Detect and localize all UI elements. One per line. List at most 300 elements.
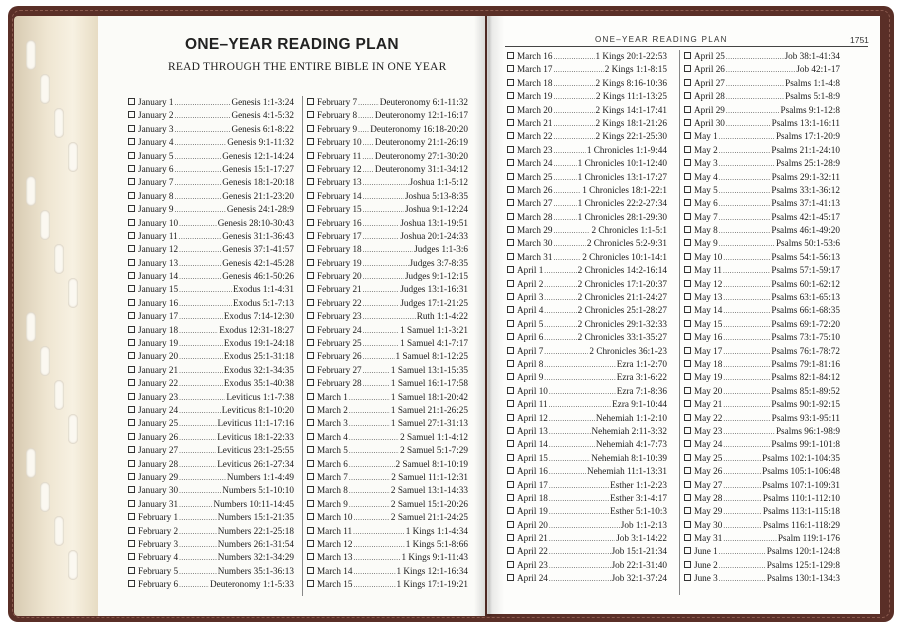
scripture-reference: 2 Chronicles 36:1-23 bbox=[589, 345, 667, 356]
dot-leader bbox=[353, 538, 404, 551]
checkbox[interactable] bbox=[684, 574, 691, 581]
reading-entry bbox=[507, 438, 667, 451]
checkbox[interactable] bbox=[507, 173, 514, 180]
reading-entry bbox=[684, 237, 840, 250]
scripture-reference: Psalms 130:1-134:3 bbox=[766, 573, 840, 584]
checkbox[interactable] bbox=[307, 138, 314, 145]
checkbox[interactable] bbox=[128, 580, 135, 587]
reading-entry bbox=[507, 50, 667, 63]
checkbox[interactable] bbox=[684, 146, 691, 153]
checkbox[interactable] bbox=[684, 239, 691, 246]
checkbox[interactable] bbox=[684, 534, 691, 541]
reading-entry bbox=[128, 404, 294, 417]
checkbox[interactable] bbox=[128, 111, 135, 118]
checkbox[interactable] bbox=[128, 98, 135, 105]
dot-leader bbox=[723, 264, 770, 277]
reading-entry bbox=[507, 572, 667, 585]
dot-leader bbox=[553, 211, 576, 224]
reading-date: January 28 bbox=[138, 458, 179, 469]
reading-column-1 bbox=[128, 96, 294, 591]
checkbox[interactable] bbox=[128, 513, 135, 520]
checkbox[interactable] bbox=[128, 393, 135, 400]
reading-date: February 27 bbox=[317, 364, 362, 375]
checkbox[interactable] bbox=[684, 440, 691, 447]
scripture-reference: 2 Kings 18:1-21:26 bbox=[595, 117, 667, 128]
reading-date: February 4 bbox=[138, 552, 179, 563]
checkbox[interactable] bbox=[507, 239, 514, 246]
checkbox[interactable] bbox=[307, 460, 314, 467]
dot-leader bbox=[179, 525, 217, 538]
checkbox[interactable] bbox=[507, 347, 514, 354]
checkbox[interactable] bbox=[684, 253, 691, 260]
reading-date: March 18 bbox=[517, 77, 553, 88]
checkbox[interactable] bbox=[128, 379, 135, 386]
checkbox[interactable] bbox=[684, 186, 691, 193]
checkbox[interactable] bbox=[307, 446, 314, 453]
reading-entry bbox=[307, 230, 468, 243]
scripture-reference: 1 Samuel 18:1-20:42 bbox=[390, 391, 468, 402]
reading-entry bbox=[307, 417, 468, 430]
checkbox[interactable] bbox=[307, 178, 314, 185]
scripture-reference: Psalms 120:1-124:8 bbox=[766, 546, 840, 557]
scripture-reference: Esther 1:1-2:23 bbox=[610, 479, 667, 490]
checkbox[interactable] bbox=[684, 306, 691, 313]
scripture-reference: Leviticus 23:1-25:55 bbox=[217, 445, 294, 456]
checkbox[interactable] bbox=[128, 205, 135, 212]
reading-date: April 29 bbox=[694, 104, 725, 115]
checkbox[interactable] bbox=[128, 125, 135, 132]
scripture-reference: Joshua 20:1-24:33 bbox=[400, 230, 468, 241]
checkbox[interactable] bbox=[307, 192, 314, 199]
checkbox[interactable] bbox=[128, 473, 135, 480]
checkbox[interactable] bbox=[307, 312, 314, 319]
reading-entry bbox=[128, 163, 294, 176]
checkbox[interactable] bbox=[684, 414, 691, 421]
checkbox[interactable] bbox=[507, 521, 514, 528]
checkbox[interactable] bbox=[684, 494, 691, 501]
checkbox[interactable] bbox=[128, 232, 135, 239]
checkbox[interactable] bbox=[307, 125, 314, 132]
checkbox[interactable] bbox=[684, 293, 691, 300]
checkbox[interactable] bbox=[128, 339, 135, 346]
dot-leader bbox=[549, 465, 586, 478]
reading-date: May 20 bbox=[694, 385, 723, 396]
checkbox[interactable] bbox=[307, 419, 314, 426]
checkbox[interactable] bbox=[128, 152, 135, 159]
checkbox[interactable] bbox=[128, 285, 135, 292]
scripture-reference: 2 Chronicles 1:1-5:1 bbox=[591, 225, 667, 236]
reading-date: February 21 bbox=[317, 284, 362, 295]
checkbox[interactable] bbox=[128, 245, 135, 252]
scripture-reference: Genesis 1:1-3:24 bbox=[231, 97, 294, 107]
checkbox[interactable] bbox=[684, 400, 691, 407]
checkbox[interactable] bbox=[684, 92, 691, 99]
checkbox[interactable] bbox=[684, 333, 691, 340]
reading-date: February 24 bbox=[317, 324, 362, 335]
checkbox[interactable] bbox=[507, 293, 514, 300]
checkbox[interactable] bbox=[507, 494, 514, 501]
reading-date: May 18 bbox=[694, 358, 723, 369]
checkbox[interactable] bbox=[684, 320, 691, 327]
dot-leader bbox=[363, 270, 404, 283]
checkbox[interactable] bbox=[307, 272, 314, 279]
scripture-reference: Leviticus 26:1-27:34 bbox=[217, 458, 294, 469]
checkbox[interactable] bbox=[307, 326, 314, 333]
reading-column-2 bbox=[307, 96, 468, 591]
checkbox[interactable] bbox=[307, 299, 314, 306]
checkbox[interactable] bbox=[307, 205, 314, 212]
scripture-reference: Esther 5:1-10:3 bbox=[610, 506, 667, 517]
scripture-reference: Psalms 113:1-115:18 bbox=[762, 506, 840, 517]
checkbox[interactable] bbox=[507, 387, 514, 394]
scripture-reference: Leviticus 11:1-17:16 bbox=[217, 418, 294, 429]
reading-entry bbox=[128, 150, 294, 163]
checkbox[interactable] bbox=[307, 580, 314, 587]
checkbox[interactable] bbox=[684, 106, 691, 113]
checkbox[interactable] bbox=[684, 481, 691, 488]
checkbox[interactable] bbox=[507, 132, 514, 139]
scripture-reference: Psalms 99:1-101:8 bbox=[771, 439, 840, 450]
checkbox[interactable] bbox=[307, 219, 314, 226]
reading-entry bbox=[128, 525, 294, 538]
reading-date: January 11 bbox=[138, 230, 178, 241]
dot-leader bbox=[553, 237, 585, 250]
checkbox[interactable] bbox=[507, 280, 514, 287]
scripture-reference: Numbers 1:1-4:49 bbox=[226, 471, 294, 482]
page-number: 1751 bbox=[850, 35, 869, 45]
checkbox[interactable] bbox=[128, 446, 135, 453]
checkbox[interactable] bbox=[507, 320, 514, 327]
checkbox[interactable] bbox=[684, 454, 691, 461]
checkbox[interactable] bbox=[307, 152, 314, 159]
checkbox[interactable] bbox=[507, 106, 514, 113]
running-head: ONE–YEAR READING PLAN bbox=[595, 35, 728, 44]
scripture-reference: Psalms 25:1-28:9 bbox=[775, 158, 840, 169]
checkbox[interactable] bbox=[507, 454, 514, 461]
checkbox[interactable] bbox=[128, 299, 135, 306]
reading-entry bbox=[128, 123, 294, 136]
checkbox[interactable] bbox=[684, 521, 691, 528]
checkbox[interactable] bbox=[128, 419, 135, 426]
dot-leader bbox=[553, 184, 581, 197]
dot-leader bbox=[723, 438, 770, 451]
checkbox[interactable] bbox=[507, 333, 514, 340]
checkbox[interactable] bbox=[307, 232, 314, 239]
checkbox[interactable] bbox=[507, 534, 514, 541]
reading-date: April 21 bbox=[517, 533, 548, 544]
reading-entry bbox=[684, 197, 840, 210]
dot-leader bbox=[179, 458, 216, 471]
reading-entry bbox=[507, 545, 667, 558]
checkbox[interactable] bbox=[307, 366, 314, 373]
dot-leader bbox=[723, 505, 762, 518]
reading-entry bbox=[507, 171, 667, 184]
reading-date: January 27 bbox=[138, 445, 179, 456]
reading-entry bbox=[128, 350, 294, 363]
reading-entry bbox=[307, 297, 468, 310]
checkbox[interactable] bbox=[684, 561, 691, 568]
checkbox[interactable] bbox=[684, 360, 691, 367]
checkbox[interactable] bbox=[507, 360, 514, 367]
dot-leader bbox=[363, 163, 374, 176]
dot-leader bbox=[553, 90, 594, 103]
checkbox[interactable] bbox=[307, 553, 314, 560]
reading-entry bbox=[307, 283, 468, 296]
scripture-reference: Job 42:1-17 bbox=[796, 64, 840, 75]
checkbox[interactable] bbox=[507, 226, 514, 233]
checkbox[interactable] bbox=[128, 326, 135, 333]
reading-entry bbox=[507, 371, 667, 384]
scripture-reference: Exodus 25:1-31:18 bbox=[223, 351, 294, 362]
reading-date: March 24 bbox=[517, 158, 553, 169]
checkbox[interactable] bbox=[507, 481, 514, 488]
checkbox[interactable] bbox=[128, 433, 135, 440]
checkbox[interactable] bbox=[307, 540, 314, 547]
checkbox[interactable] bbox=[307, 500, 314, 507]
checkbox[interactable] bbox=[307, 473, 314, 480]
reading-entry bbox=[684, 130, 840, 143]
checkbox[interactable] bbox=[307, 393, 314, 400]
checkbox[interactable] bbox=[307, 352, 314, 359]
checkbox[interactable] bbox=[684, 347, 691, 354]
checkbox[interactable] bbox=[684, 373, 691, 380]
reading-entry bbox=[507, 412, 667, 425]
checkbox[interactable] bbox=[307, 379, 314, 386]
checkbox[interactable] bbox=[507, 467, 514, 474]
reading-date: April 23 bbox=[517, 559, 548, 570]
dot-leader bbox=[723, 519, 762, 532]
checkbox[interactable] bbox=[507, 79, 514, 86]
reading-entry bbox=[307, 203, 468, 216]
checkbox[interactable] bbox=[307, 406, 314, 413]
checkbox[interactable] bbox=[507, 561, 514, 568]
scripture-reference: Numbers 26:1-31:54 bbox=[217, 538, 294, 549]
dot-leader bbox=[723, 358, 770, 371]
checkbox[interactable] bbox=[128, 540, 135, 547]
reading-entry bbox=[307, 525, 468, 538]
reading-entry bbox=[507, 117, 667, 130]
reading-date: May 15 bbox=[694, 318, 723, 329]
scripture-reference: 2 Chronicles 29:1-32:33 bbox=[577, 318, 667, 329]
checkbox[interactable] bbox=[507, 373, 514, 380]
checkbox[interactable] bbox=[128, 553, 135, 560]
reading-entry bbox=[507, 532, 667, 545]
checkbox[interactable] bbox=[507, 92, 514, 99]
checkbox[interactable] bbox=[684, 65, 691, 72]
checkbox[interactable] bbox=[307, 245, 314, 252]
reading-date: April 2 bbox=[517, 278, 544, 289]
checkbox[interactable] bbox=[307, 486, 314, 493]
scripture-reference: 1 Chronicles 13:1-17:27 bbox=[577, 171, 667, 182]
thumb-index-tab bbox=[40, 74, 50, 104]
checkbox[interactable] bbox=[307, 285, 314, 292]
checkbox[interactable] bbox=[507, 119, 514, 126]
checkbox[interactable] bbox=[128, 138, 135, 145]
dot-leader bbox=[719, 197, 771, 210]
dot-leader bbox=[349, 417, 390, 430]
reading-entry bbox=[307, 511, 468, 524]
reading-entry bbox=[128, 551, 294, 564]
checkbox[interactable] bbox=[684, 387, 691, 394]
checkbox[interactable] bbox=[128, 486, 135, 493]
checkbox[interactable] bbox=[128, 406, 135, 413]
checkbox[interactable] bbox=[128, 219, 135, 226]
checkbox[interactable] bbox=[128, 366, 135, 373]
checkbox[interactable] bbox=[684, 159, 691, 166]
dot-leader bbox=[726, 63, 795, 76]
reading-date: May 2 bbox=[694, 144, 718, 155]
checkbox[interactable] bbox=[684, 79, 691, 86]
dot-leader bbox=[719, 184, 771, 197]
reading-date: April 27 bbox=[694, 77, 725, 88]
checkbox[interactable] bbox=[128, 567, 135, 574]
reading-date: May 21 bbox=[694, 399, 723, 410]
checkbox[interactable] bbox=[128, 500, 135, 507]
dot-leader bbox=[553, 144, 585, 157]
scripture-reference: Job 15:1-21:34 bbox=[611, 546, 667, 557]
scripture-reference: 2 Samuel 8:1-10:19 bbox=[395, 458, 468, 469]
dot-leader bbox=[363, 190, 404, 203]
checkbox[interactable] bbox=[307, 567, 314, 574]
dot-leader bbox=[349, 444, 399, 457]
dot-leader bbox=[353, 565, 395, 578]
checkbox[interactable] bbox=[684, 199, 691, 206]
checkbox[interactable] bbox=[307, 165, 314, 172]
reading-entry bbox=[507, 519, 667, 532]
checkbox[interactable] bbox=[128, 272, 135, 279]
dot-leader bbox=[544, 371, 615, 384]
checkbox[interactable] bbox=[307, 527, 314, 534]
reading-date: April 30 bbox=[694, 117, 725, 128]
reading-date: June 2 bbox=[694, 559, 718, 570]
reading-date: April 16 bbox=[517, 466, 548, 477]
checkbox[interactable] bbox=[507, 253, 514, 260]
scripture-reference: Psalms 85:1-89:52 bbox=[771, 385, 840, 396]
dot-leader bbox=[179, 364, 223, 377]
reading-date: January 23 bbox=[138, 391, 179, 402]
checkbox[interactable] bbox=[684, 52, 691, 59]
checkbox[interactable] bbox=[684, 213, 691, 220]
checkbox[interactable] bbox=[128, 352, 135, 359]
checkbox[interactable] bbox=[307, 98, 314, 105]
reading-date: April 8 bbox=[517, 358, 544, 369]
dot-leader bbox=[363, 377, 390, 390]
checkbox[interactable] bbox=[128, 192, 135, 199]
checkbox[interactable] bbox=[507, 213, 514, 220]
checkbox[interactable] bbox=[507, 574, 514, 581]
checkbox[interactable] bbox=[307, 111, 314, 118]
dot-leader bbox=[544, 278, 576, 291]
reading-entry bbox=[684, 63, 840, 76]
reading-date: May 13 bbox=[694, 292, 723, 303]
scripture-reference: Genesis 15:1-17:27 bbox=[222, 163, 294, 174]
checkbox[interactable] bbox=[507, 507, 514, 514]
reading-date: May 8 bbox=[694, 225, 718, 236]
checkbox[interactable] bbox=[684, 132, 691, 139]
checkbox[interactable] bbox=[507, 440, 514, 447]
reading-date: January 2 bbox=[138, 110, 174, 121]
scripture-reference: Numbers 22:1-25:18 bbox=[217, 525, 294, 536]
reading-date: January 14 bbox=[138, 271, 179, 282]
dot-leader bbox=[363, 297, 400, 310]
checkbox[interactable] bbox=[507, 306, 514, 313]
checkbox[interactable] bbox=[684, 266, 691, 273]
checkbox[interactable] bbox=[507, 427, 514, 434]
checkbox[interactable] bbox=[684, 427, 691, 434]
scripture-reference: Ezra 7:1-8:36 bbox=[616, 385, 667, 396]
checkbox[interactable] bbox=[507, 146, 514, 153]
checkbox[interactable] bbox=[684, 280, 691, 287]
checkbox[interactable] bbox=[307, 259, 314, 266]
checkbox[interactable] bbox=[507, 547, 514, 554]
dot-leader bbox=[726, 104, 780, 117]
checkbox[interactable] bbox=[507, 266, 514, 273]
reading-entry bbox=[128, 96, 294, 109]
checkbox[interactable] bbox=[307, 513, 314, 520]
checkbox[interactable] bbox=[684, 507, 691, 514]
checkbox[interactable] bbox=[307, 339, 314, 346]
reading-date: February 12 bbox=[317, 163, 362, 174]
column-divider bbox=[302, 96, 303, 596]
reading-entry bbox=[128, 337, 294, 350]
dot-leader bbox=[549, 492, 609, 505]
checkbox[interactable] bbox=[507, 414, 514, 421]
reading-entry bbox=[507, 385, 667, 398]
checkbox[interactable] bbox=[684, 467, 691, 474]
checkbox[interactable] bbox=[507, 186, 514, 193]
reading-entry bbox=[128, 417, 294, 430]
dot-leader bbox=[174, 123, 230, 136]
reading-entry bbox=[507, 211, 667, 224]
checkbox[interactable] bbox=[507, 65, 514, 72]
scripture-reference: 1 Kings 5:1-8:66 bbox=[405, 538, 468, 549]
checkbox[interactable] bbox=[128, 259, 135, 266]
reading-entry bbox=[307, 190, 468, 203]
checkbox[interactable] bbox=[507, 159, 514, 166]
dot-leader bbox=[719, 237, 775, 250]
checkbox[interactable] bbox=[684, 119, 691, 126]
scripture-reference: Psalms 102:1-104:35 bbox=[762, 452, 840, 463]
checkbox[interactable] bbox=[507, 52, 514, 59]
checkbox[interactable] bbox=[507, 400, 514, 407]
scripture-reference: Genesis 46:1-50:26 bbox=[222, 271, 294, 282]
reading-date: May 29 bbox=[694, 506, 723, 517]
checkbox[interactable] bbox=[307, 433, 314, 440]
scripture-reference: Psalms 110:1-112:10 bbox=[762, 492, 840, 503]
dot-leader bbox=[363, 136, 374, 149]
scripture-reference: Genesis 4:1-5:32 bbox=[231, 110, 294, 121]
dot-leader bbox=[179, 350, 223, 363]
checkbox[interactable] bbox=[684, 173, 691, 180]
checkbox[interactable] bbox=[507, 199, 514, 206]
checkbox[interactable] bbox=[684, 226, 691, 233]
checkbox[interactable] bbox=[684, 547, 691, 554]
thumb-index-tab bbox=[68, 414, 78, 444]
checkbox[interactable] bbox=[128, 178, 135, 185]
reading-date: February 20 bbox=[317, 271, 362, 282]
reading-date: May 25 bbox=[694, 452, 723, 463]
thumb-index-tab bbox=[40, 482, 50, 512]
scripture-reference: Psalms 93:1-95:11 bbox=[771, 412, 840, 423]
checkbox[interactable] bbox=[128, 312, 135, 319]
reading-entry bbox=[507, 157, 667, 170]
dot-leader bbox=[179, 471, 226, 484]
checkbox[interactable] bbox=[128, 165, 135, 172]
checkbox[interactable] bbox=[128, 460, 135, 467]
checkbox[interactable] bbox=[128, 527, 135, 534]
reading-entry bbox=[507, 559, 667, 572]
thumb-index-tab bbox=[68, 142, 78, 172]
